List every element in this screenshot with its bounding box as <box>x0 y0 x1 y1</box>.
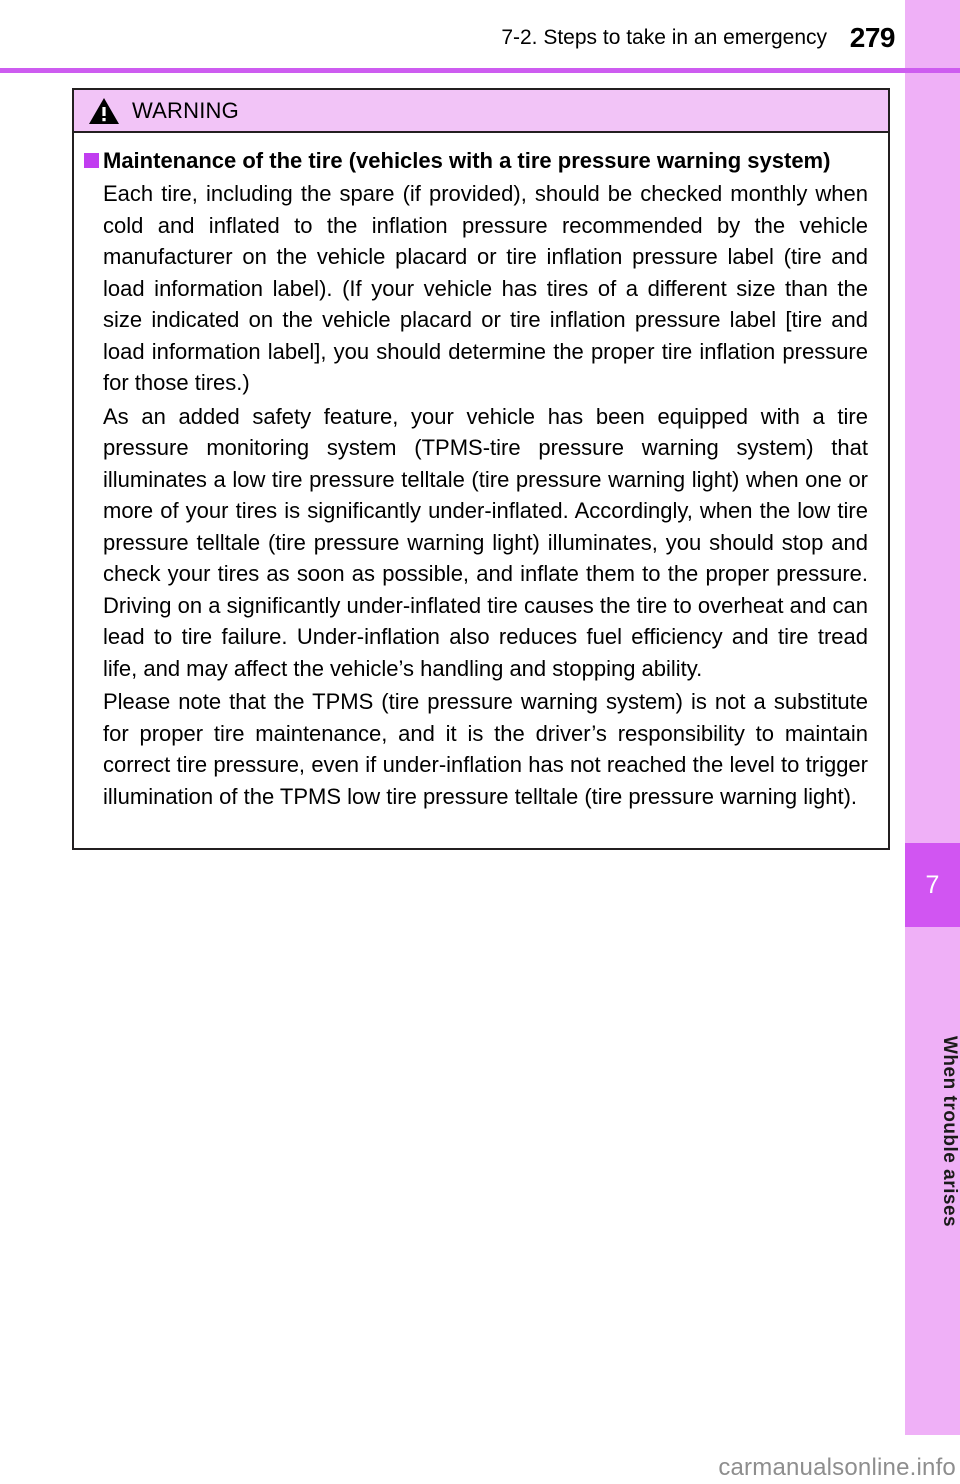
warning-paragraph: Each tire, including the spare (if provided), should be checked monthly when cold and inflated to the inflation pressure recommended by the vehicle manufacturer on the vehicle placard or tire inflation pressure label (tire and load information label). (If your vehicle has tires of a different size than the size indicated on the vehicle placard or tire inflation pressure label [tire and load information label], you should determine the proper tire inflation pressure for those tires.) <box>103 181 868 395</box>
section-title: 7-2. Steps to take in an emergency <box>501 26 827 49</box>
warning-paragraph: As an added safety feature, your vehicle has been equipped with a tire pressure monitoring system (TPMS-tire pressure warning system) that illuminates a low tire pressure telltale (tire pressure warning light) when one or more of your tires is significantly under-inflated. Accordingly, when the low tire pressure telltale (tire pressure warning light) illuminates, you should stop and check your tires as soon as possible, and inflate them to the proper pressure. Driving on a significantly under-inflated tire causes the tire to overheat and can lead to tire failure. Under-inflation also reduces fuel efficiency and tire tread life, and may affect the vehicle’s handling and stopping ability. <box>103 403 868 681</box>
warning-paragraph: Please note that the TPMS (tire pressure warning system) is not a substitute for proper tire maintenance, and it is the driver’s responsibility to maintain correct tire pressure, even if under-inflation has not reached the level to trigger illumination of the TPMS low tire pressure telltale (tire pressure warning light). <box>103 689 868 809</box>
chapter-number-tab <box>905 843 960 927</box>
header-divider-rule <box>0 68 960 73</box>
square-bullet-icon <box>84 153 99 168</box>
warning-triangle-icon <box>88 97 120 125</box>
warning-callout-box <box>72 88 890 850</box>
chapter-number-label: 7 <box>925 870 940 899</box>
warning-header-bar <box>74 90 888 133</box>
page-number: 279 <box>849 22 895 53</box>
site-watermark: carmanualsonline.info <box>718 1454 956 1481</box>
warning-body <box>74 133 888 848</box>
page-header <box>0 22 905 64</box>
warning-section-heading-text: Maintenance of the tire (vehicles with a tire pressure warning system) <box>103 148 831 173</box>
warning-section-heading <box>84 146 870 176</box>
chapter-title-vertical: When trouble arises <box>939 1036 960 1228</box>
warning-label: WARNING <box>132 97 239 123</box>
